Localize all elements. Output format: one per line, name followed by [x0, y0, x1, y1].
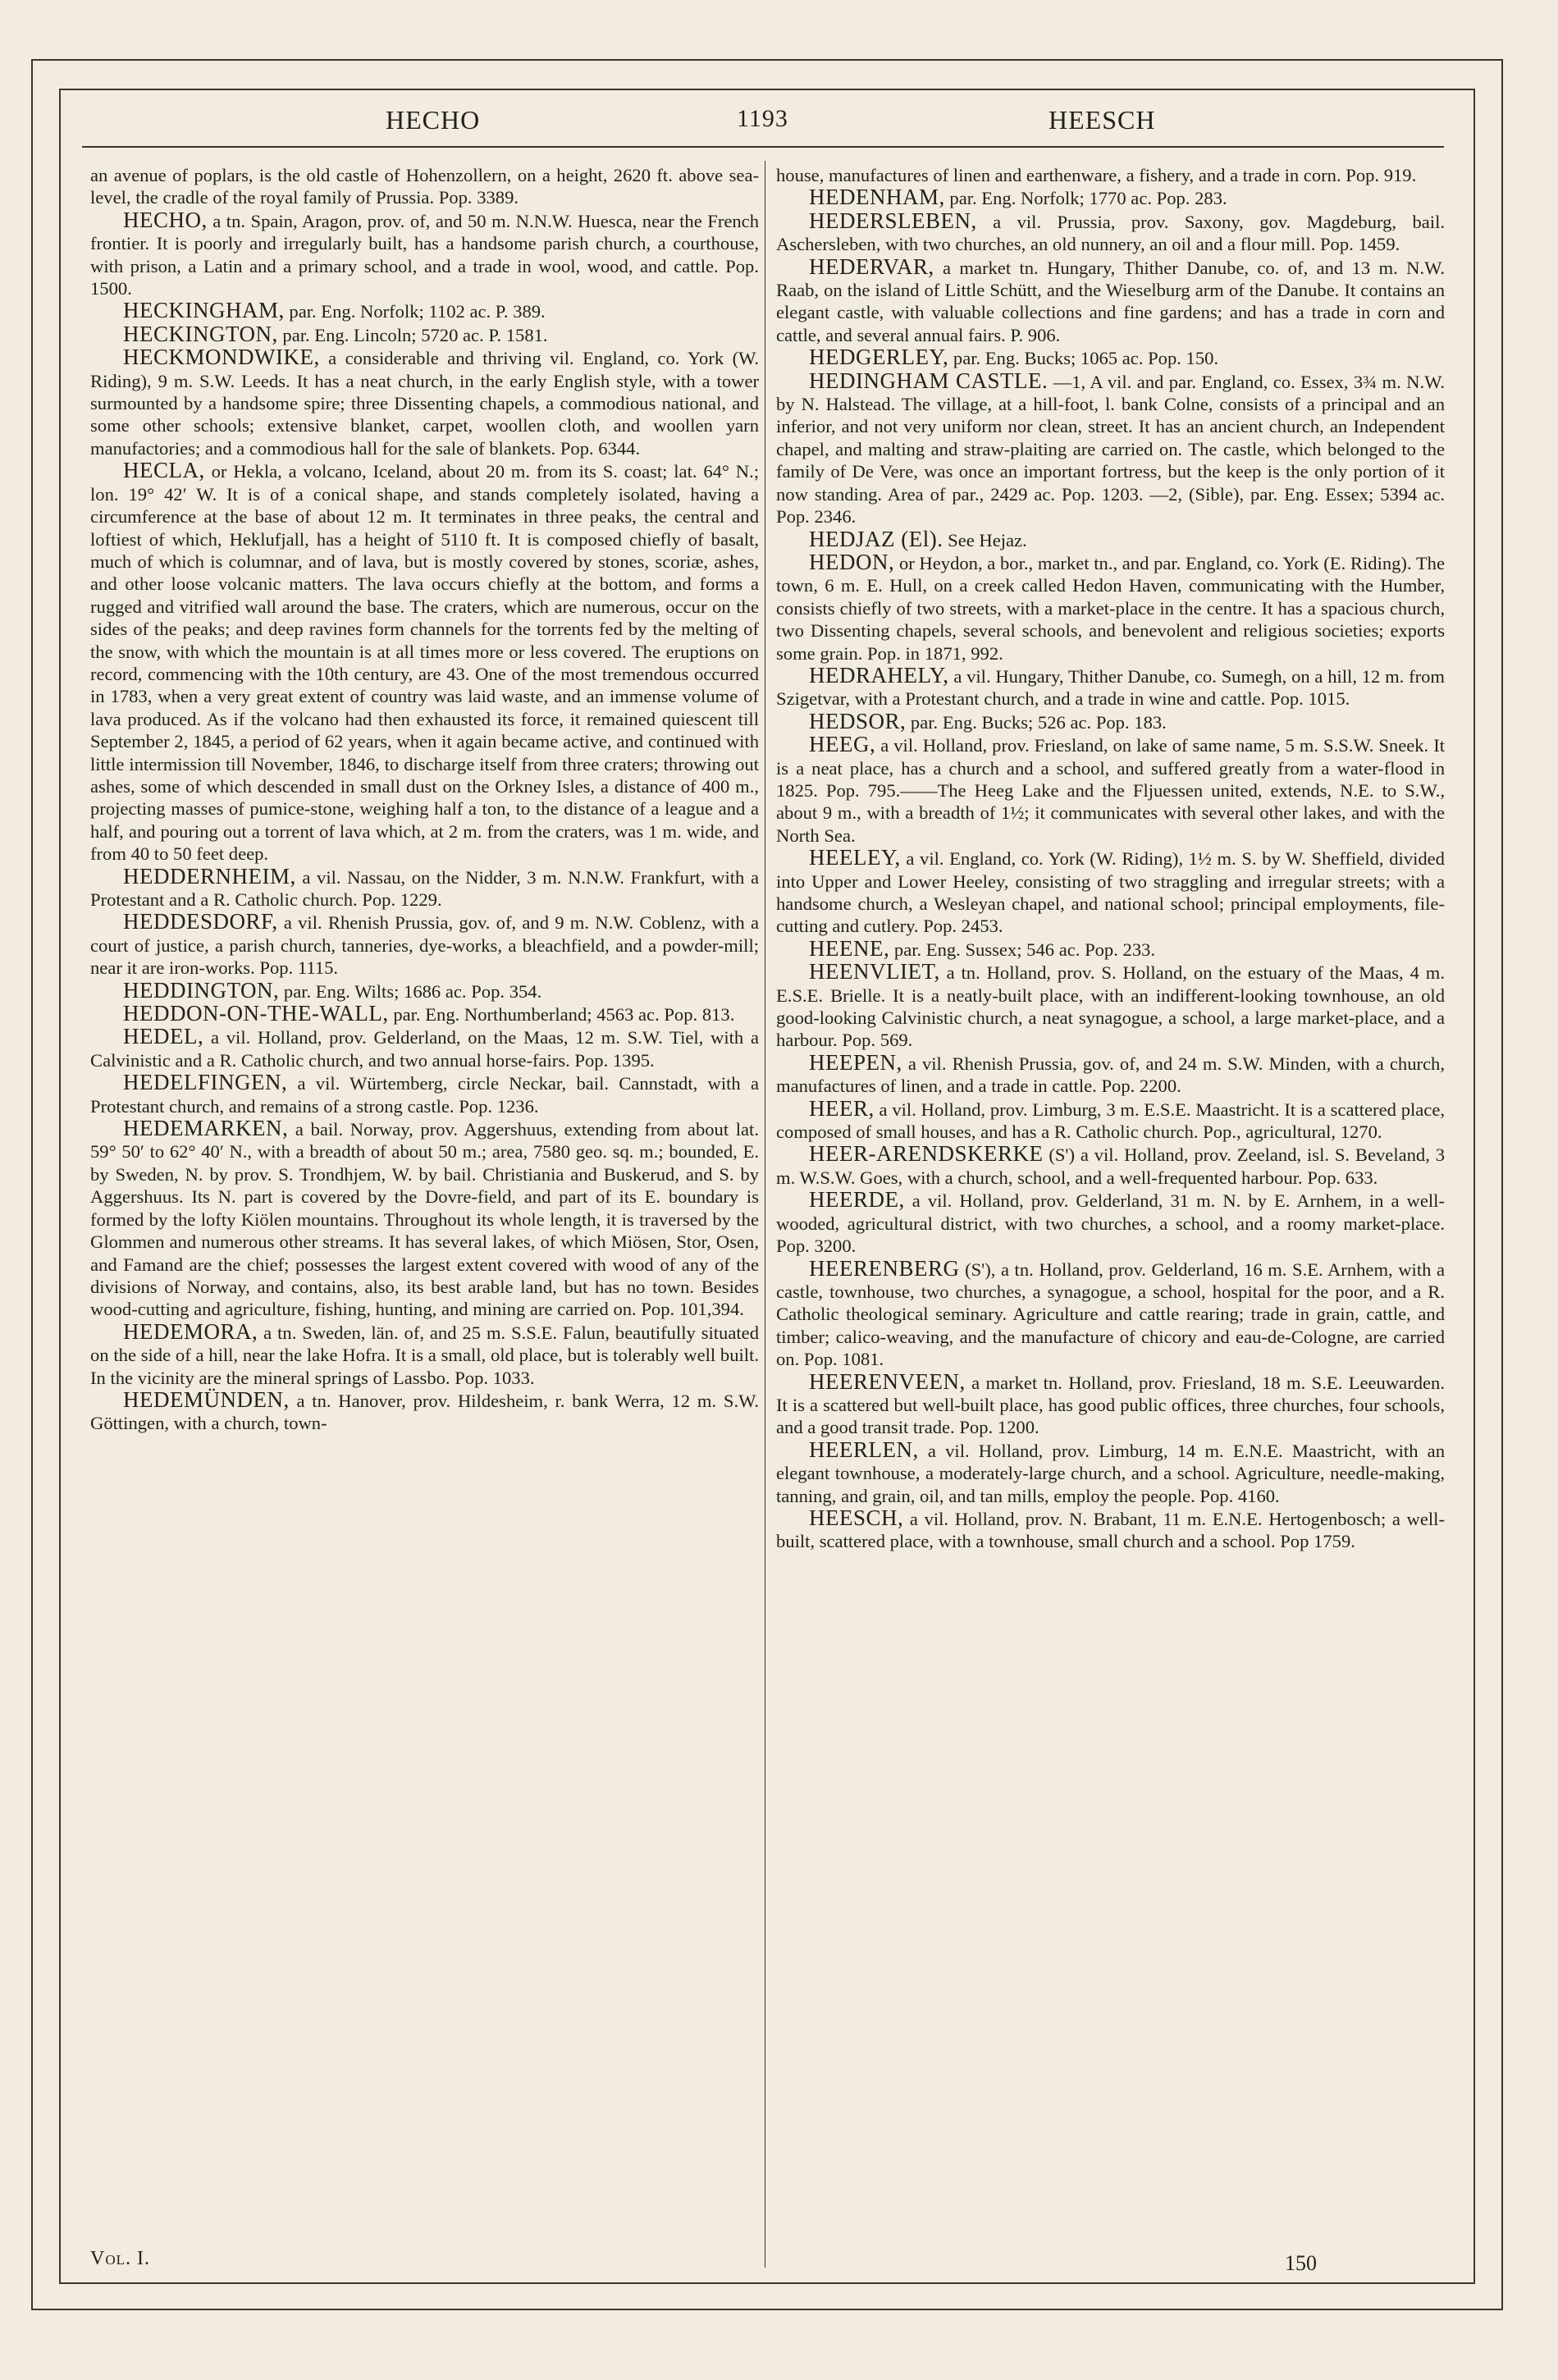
entry-text: (S') a vil. Holland, prov. Zeeland, isl. S. Beveland, 3 m. W.S.W. Goes, with a church, school, and a well-frequented harbour. Pop. 633.: [776, 1144, 1445, 1188]
entry-headword: HEDON,: [809, 549, 895, 574]
entry-headword: HEDDINGTON,: [123, 977, 280, 1003]
gazetteer-entry: [776, 370, 1445, 528]
entry-headword: HEERENVEEN,: [809, 1368, 966, 1394]
gazetteer-entry: [90, 1071, 759, 1117]
entry-text: par. Eng. Lincoln; 5720 ac. P. 1581.: [282, 324, 548, 345]
gazetteer-entry: [776, 186, 1445, 209]
entry-headword: HECKINGTON,: [123, 321, 278, 346]
entry-headword: HEEG,: [809, 732, 876, 757]
entry-headword: HEDJAZ (El).: [809, 526, 943, 551]
entry-headword: HEDEMARKEN,: [123, 1116, 289, 1141]
gazetteer-entry: [776, 164, 1445, 186]
gazetteer-entry: [90, 1026, 759, 1071]
entry-headword: HECKMONDWIKE,: [123, 345, 320, 370]
gazetteer-entry: [90, 911, 759, 979]
entry-headword: HEDINGHAM CASTLE.: [809, 368, 1049, 393]
running-head-left: HECHO: [386, 105, 481, 135]
entry-text: par. Eng. Wilts; 1686 ac. Pop. 354.: [283, 980, 542, 1002]
entry-text: par. Eng. Norfolk; 1770 ac. Pop. 283.: [949, 188, 1227, 209]
volume-label: Vol. I.: [90, 2248, 150, 2269]
entry-text: a vil. Holland, prov. Gelderland, 31 m. N. by E. Arnhem, in a well-wooded, agricultural district, with two churches, a school, and a roomy market-place. Pop. 3200.: [776, 1190, 1445, 1257]
entry-headword: HEDERSLEBEN,: [809, 208, 977, 233]
gazetteer-entry: [90, 164, 759, 209]
entry-text: a vil. Nassau, on the Nidder, 3 m. N.N.W. Frankfurt, with a Protestant and a R. Catholic church. Pop. 1229.: [90, 866, 759, 910]
entry-text: a market tn. Hungary, Thither Danube, co. of, and 13 m. N.W. Raab, on the island of Little Schütt, and the Wieselburg arm of the Danube. It contains an elegant castle, with valuable collections and fine gardens; and has a trade in corn and cattle, and several annual fairs. P. 906.: [776, 257, 1445, 345]
gazetteer-entry: [90, 1117, 759, 1321]
entry-text: par. Eng. Bucks; 1065 ac. Pop. 150.: [953, 348, 1219, 369]
gazetteer-entry: [776, 1439, 1445, 1507]
entry-headword: HEDEMÜNDEN,: [123, 1386, 290, 1412]
entry-text: a vil. Holland, prov. N. Brabant, 11 m. E.N.E. Hertogenbosch; a well-built, scattered place, with a townhouse, small church and a school. Pop 1759.: [776, 1508, 1445, 1552]
gazetteer-entry: [776, 346, 1445, 369]
gazetteer-entry: [90, 209, 759, 300]
entry-text: (S'), a tn. Holland, prov. Gelderland, 16 m. S.E. Arnhem, with a castle, townhouse, two churches, a synagogue, a school, hospital for the poor, and a R. Catholic theological seminary. Agriculture and cattle rearing; trade in grain, cattle, and timber; calico-weaving, and the manufacture of chicory and eau-de-Cologne, are carried on. Pop. 1081.: [776, 1259, 1445, 1370]
gazetteer-entry: [776, 1368, 1445, 1439]
entry-headword: HEERLEN,: [809, 1437, 919, 1462]
signature-mark: 150: [1285, 2251, 1317, 2275]
entry-headword: HEESCH,: [809, 1505, 904, 1530]
entry-headword: HEDEMORA,: [123, 1318, 258, 1344]
gazetteer-entry: [90, 1003, 759, 1026]
entry-headword: HEER,: [809, 1095, 875, 1121]
gazetteer-entry: [776, 1143, 1445, 1189]
gazetteer-entry: [90, 1386, 760, 1435]
entry-text: a market tn. Holland, prov. Friesland, 18 m. S.E. Leeuwarden. It is a scattered but well-built place, has good public offices, three churches, four schools, and a good transit trade. Pop. 1200.: [776, 1372, 1445, 1438]
gazetteer-entry: [776, 1507, 1445, 1553]
entry-headword: HEDDESDORF,: [123, 909, 278, 934]
entry-headword: HEDSOR,: [809, 708, 907, 733]
entry-text: a tn. Sweden, län. of, and 25 m. S.S.E. Falun, beautifully situated on the side of a hill, near the lake Hofra. It is a small, old place, but is tolerably well built. In the vicinity are the mineral springs of Lassbo. Pop. 1033.: [90, 1322, 759, 1388]
entry-headword: HECLA,: [123, 458, 205, 483]
gazetteer-entry: [776, 256, 1445, 347]
gazetteer-entry: [90, 1318, 759, 1389]
entry-headword: HEELEY,: [809, 845, 901, 870]
left-column: [90, 164, 759, 1435]
entry-headword: HEEPEN,: [809, 1049, 902, 1075]
gazetteer-entry: [776, 710, 1445, 733]
entry-text: See Hejaz.: [948, 529, 1027, 550]
entry-headword: HEDRAHELY,: [809, 662, 949, 688]
entry-text: house, manufactures of linen and earthenware, a fishery, and a trade in corn. Pop. 919.: [776, 165, 1417, 185]
entry-text: a bail. Norway, prov. Aggershuus, extending from about lat. 59° 50′ to 62° 40′ N., with a breadth of about 50 m.; area, 7580 geo. sq. m.; bounded, E. by Sweden, N. by prov. S. Trondhjem, W. by bail. Christiania and Buskerud, and S. by Aggershuus. Its N. part is covered by the Dovre-field, and part of its E. boundary is formed by the lofty Kiölen mountains. Throughout its whole length, it is traversed by the Glommen and numerous other streams. It has several lakes, of which Miösen, Stor, Osen, and Famand are the chief; possesses the largest extent covered with wood of any of the divisions of Norway, and contains, also, its best arable land, but has no town. Besides wood-cutting and agriculture, fishing, hunting, and mining are carried on. Pop. 101,394.: [90, 1119, 759, 1320]
page-number: 1193: [737, 105, 788, 132]
entry-text: a vil. Rhenish Prussia, gov. of, and 24 m. S.W. Minden, with a church, manufactures of linen, and a trade in cattle. Pop. 2200.: [776, 1053, 1445, 1097]
entry-text: a vil. Holland, prov. Limburg, 14 m. E.N.E. Maastricht, with an elegant townhouse, a moderately-large church, and a school. Agriculture, needle-making, tanning, and grain, oil, and tan mills, employ the people. Pop. 4160.: [776, 1440, 1446, 1506]
entry-text: a vil. Rhenish Prussia, gov. of, and 9 m. N.W. Coblenz, with a court of justice, a parish church, tanneries, dye-works, a bleachfield, and a powder-mill; near it are iron-works. Pop. 1115.: [90, 912, 759, 979]
entry-headword: HEDGERLEY,: [809, 345, 949, 370]
entry-headword: HEENE,: [809, 935, 890, 961]
gazetteer-entry: [776, 961, 1445, 1052]
entry-text: a considerable and thriving vil. England, co. York (W. Riding), 9 m. S.W. Leeds. It has a neat church, in the early English style, with a tower surmounted by a handsome spire; three Dissenting chapels, a commodious national, and some other schools; extensive blanket, carpet, woollen cloth, and woollen yarn manufactories; and a commodious hall for the sale of blankets. Pop. 6344.: [90, 348, 759, 459]
entry-headword: HEENVLIET,: [809, 959, 940, 984]
right-column: [776, 164, 1445, 1553]
entry-text: a vil. Hungary, Thither Danube, co. Sumegh, on a hill, 12 m. from Szigetvar, with a Protestant church, and a trade in wine and cattle. Pop. 1015.: [776, 665, 1445, 710]
entry-headword: HEERENBERG: [809, 1255, 960, 1281]
gazetteer-entry: [776, 528, 1445, 551]
gazetteer-entry: [776, 935, 1445, 961]
entry-text: par. Eng. Norfolk; 1102 ac. P. 389.: [289, 301, 546, 322]
gazetteer-entry: [776, 733, 1445, 847]
gazetteer-entry: [776, 1049, 1445, 1098]
gazetteer-entry: [90, 323, 759, 346]
gazetteer-entry: [776, 1255, 1445, 1371]
gazetteer-entry: [776, 551, 1445, 665]
entry-text: an avenue of poplars, is the old castle of Hohenzollern, on a height, 2620 ft. above sea-level, the cradle of the royal family of Prussia. Pop. 3389.: [90, 165, 759, 208]
header-rule: [82, 146, 1444, 148]
entry-headword: HEDELFINGEN,: [123, 1070, 288, 1095]
entry-text: or Heydon, a bor., market tn., and par. England, co. York (E. Riding). The town, 6 m. E. Hull, on a creek called Hedon Haven, communicating with the Humber, consists chiefly of two streets, with a market-place in the centre. It has a spacious church, two Dissenting chapels, several schools, and benevolent and religious societies; exports some grain. Pop. in 1871, 992.: [776, 552, 1445, 664]
entry-headword: HEDDON-ON-THE-WALL,: [123, 1001, 389, 1026]
entry-text: a vil. Würtemberg, circle Neckar, bail. Cannstadt, with a Protestant church, and remains of a strong castle. Pop. 1236.: [90, 1073, 759, 1117]
entry-text: a vil. Holland, prov. Gelderland, on the Maas, 12 m. S.W. Tiel, with a Calvinistic and a R. Catholic church, and two annual horse-fairs. Pop. 1395.: [90, 1027, 759, 1071]
gazetteer-entry: [90, 863, 759, 911]
entry-text: a tn. Holland, prov. S. Holland, on the estuary of the Maas, 4 m. E.S.E. Brielle. It is a neatly-built place, with an indifferent-looking townhouse, an old good-looking Calvinistic church, a neat synagogue, a school, a large market-place, and a harbour. Pop. 569.: [776, 962, 1445, 1051]
gazetteer-entry: [90, 299, 759, 322]
gazetteer-entry: [90, 346, 759, 459]
entry-text: a tn. Hanover, prov. Hildesheim, r. bank Werra, 12 m. S.W. Göttingen, with a church, town-: [90, 1390, 760, 1434]
entry-text: par. Eng. Sussex; 546 ac. Pop. 233.: [893, 939, 1156, 960]
entry-headword: HEDERVAR,: [809, 254, 934, 279]
running-head-right: HEESCH: [1049, 105, 1156, 135]
entry-text: par. Eng. Northumberland; 4563 ac. Pop. 813.: [393, 1004, 735, 1026]
entry-text: or Hekla, a volcano, Iceland, about 20 m. from its S. coast; lat. 64° N.; lon. 19° 42′ W. It is of a conical shape, and stands completely isolated, having a circumference at the base of about 12 m. It terminates in three peaks, the central and loftiest of which, Heklufjall, has a height of 5110 ft. It is composed chiefly of basalt, much of which is columnar, and of lava, but is mostly covered by stones, scoriæ, ashes, and other loose volcanic matters. The lava occurs chiefly at the bottom, and forms a rugged and vitrified wall around the base. The craters, which are numerous, occur on the sides of the peaks; and deep ravines form channels for the torrents fed by the melting of the snow, with which the mountain is at all times more or less covered. The eruptions on record, commencing with the 10th century, are 43. One of the most tremendous occurred in 1783, when a very great extent of country was laid waste, and an immense volume of lava produced. As if the volcano had then exhausted its force, it remained quiescent till September 2, 1845, a period of 62 years, when it again became active, and continued with little intermission till November, 1846, to discharge itself from three craters; throwing out ashes, some of which descended in small dust on the Orkney Isles, a distance of 400 m., projecting masses of pumice-stone, weighing half a ton, to the distance of a league and a half, and pouring out a torrent of lava which, at 2 m. from the craters, was 1 m. wide, and from 40 to 50 feet deep.: [90, 461, 759, 865]
entry-text: a vil. Holland, prov. Friesland, on lake of same name, 5 m. S.S.W. Sneek. It is a neat place, has a church and a school, and suffered greatly from a water-flood in 1825. Pop. 795.——The Heeg Lake and the Fljuessen united, extends, N.E. to S.W., about 9 m., with a breadth of 1½; it communicates with several other lakes, and with the North Sea.: [776, 735, 1445, 846]
gazetteer-entry: [776, 1095, 1446, 1144]
gazetteer-entry: [776, 662, 1445, 710]
gazetteer-entry: [90, 459, 759, 865]
gazetteer-entry: [776, 847, 1445, 938]
entry-text: a vil. England, co. York (W. Riding), 1½ m. S. by W. Sheffield, divided into Upper and Lower Heeley, consisting of two straggling and irregular streets; with a handsome church, a Wesleyan chapel, and national school; principal employments, file-cutting and cutlery. Pop. 2453.: [776, 848, 1445, 937]
entry-headword: HECKINGHAM,: [123, 298, 285, 323]
entry-headword: HEDENHAM,: [809, 185, 945, 210]
gazetteer-entry: [776, 210, 1445, 256]
entry-headword: HEDEL,: [123, 1024, 204, 1049]
entry-headword: HEERDE,: [809, 1187, 905, 1213]
entry-headword: HECHO,: [123, 207, 208, 232]
entry-headword: HEDDERNHEIM,: [123, 863, 296, 889]
entry-text: —1, A vil. and par. England, co. Essex, 3¾ m. N.W. by N. Halstead. The village, at a hill-foot, l. bank Colne, consists of a principal and an inferior, and not very uniform nor clean, street. It has an ancient church, an Independent chapel, and malting and straw-plaiting are carried on. The castle, which belonged to the family of De Vere, was once an important fortress, but the keep is the only portion of it now standing. Area of par., 2429 ac. Pop. 1203. —2, (Sible), par. Eng. Essex; 5394 ac. Pop. 2346.: [776, 371, 1446, 528]
entry-headword: HEER-ARENDSKERKE: [809, 1141, 1044, 1167]
gazetteer-entry: [776, 1189, 1445, 1257]
entry-text: a tn. Spain, Aragon, prov. of, and 50 m. N.N.W. Huesca, near the French frontier. It is poorly and irregularly built, has a handsome parish church, a courthouse, with prison, a Latin and a primary school, and a trade in wool, wood, and cattle. Pop. 1500.: [90, 210, 759, 299]
entry-text: par. Eng. Bucks; 526 ac. Pop. 183.: [910, 711, 1167, 733]
gazetteer-entry: [90, 977, 759, 1003]
entry-text: a vil. Holland, prov. Limburg, 3 m. E.S.E. Maastricht. It is a scattered place, composed of small houses, and has a R. Catholic church. Pop., agricultural, 1270.: [776, 1099, 1446, 1143]
entry-text: a vil. Prussia, prov. Saxony, gov. Magdeburg, bail. Aschersleben, with two churches, an old nunnery, an oil and a flour mill. Pop. 1459.: [776, 211, 1445, 255]
